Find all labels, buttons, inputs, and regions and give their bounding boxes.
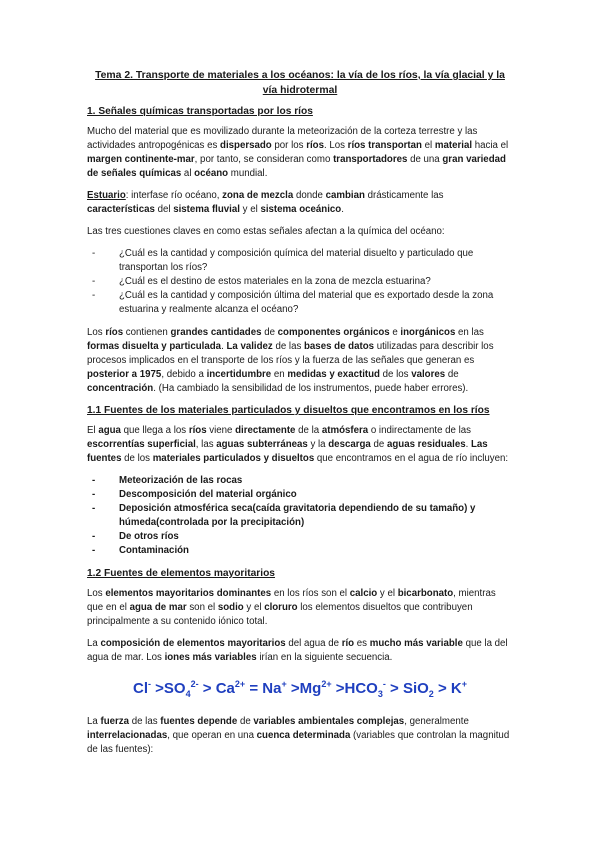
text-run: de — [237, 716, 254, 727]
text-run: + — [281, 679, 287, 689]
text-run: : interfase río océano, — [125, 190, 223, 201]
text-run: de la — [295, 425, 322, 436]
text-run: río — [341, 638, 355, 649]
text-run: irían en la siguiente secuencia. — [256, 652, 393, 663]
text-run: 4 — [185, 689, 191, 699]
text-run: bases de datos — [304, 341, 374, 352]
list-item: - ¿Cuál es la cantidad y composición última del material que es exportado desde la zona estuarina y realmente alcanza el océano? — [87, 289, 513, 317]
text-run: >SO — [150, 680, 186, 697]
text-run: cambian — [325, 190, 365, 201]
text-run: ríos — [188, 425, 207, 436]
list-item: - Deposición atmosférica seca(caída gravitatoria dependiendo de su tamaño) y húmeda(controlada por la precipitación) — [87, 502, 513, 530]
text-run: descarga — [328, 439, 371, 450]
text-run: + — [461, 679, 468, 689]
text-run: hacia el — [472, 140, 509, 151]
text-run: que encontramos en el agua de río incluyen: — [314, 453, 509, 464]
text-run: 2+ — [234, 679, 246, 689]
text-run: zona de mezcla — [222, 190, 294, 201]
text-run: al — [181, 168, 195, 179]
text-run: , debido a — [161, 369, 207, 380]
ion-sequence-formula — [87, 673, 513, 705]
text-run: material — [434, 140, 473, 151]
text-run: = Na — [245, 680, 282, 697]
text-run: es — [354, 638, 370, 649]
text-run: Los — [87, 588, 106, 599]
text-run: mucho más variable — [369, 638, 463, 649]
text-run: La validez — [226, 341, 273, 352]
text-run: formas disuelta y particulada — [87, 341, 222, 352]
text-run: son el — [186, 602, 218, 613]
text-run: utilizadas para describir los procesos implicados en el transporte de los ríos y la fuerza de las señales que generan es — [87, 341, 494, 366]
text-run: bicarbonato — [397, 588, 454, 599]
section-1-2-paragraph-3 — [87, 715, 513, 757]
text-run: viene — [206, 425, 236, 436]
section-1-paragraph-1 — [87, 125, 513, 181]
text-run: y el — [377, 588, 398, 599]
text-run: , por tanto, se consideran como — [194, 154, 334, 165]
text-run: contienen — [123, 327, 171, 338]
text-run: >HCO — [331, 680, 378, 697]
text-run: de los — [379, 369, 412, 380]
text-run: o indirectamente de las — [368, 425, 472, 436]
text-run: componentes orgánicos — [277, 327, 390, 338]
text-run: El — [87, 425, 99, 436]
text-run: agua — [98, 425, 121, 436]
section-1-1-paragraph-1 — [87, 424, 513, 466]
text-run: - — [382, 679, 386, 689]
text-run: - — [147, 679, 151, 689]
section-1-paragraph-3: Las tres cuestiones claves en como estas señales afectan a la química del océano: — [87, 226, 445, 237]
text-run: La — [87, 638, 101, 649]
text-run: de una — [407, 154, 443, 165]
section-1-2-paragraph-2 — [87, 637, 513, 665]
section-1-2-heading: 1.2 Fuentes de elementos mayoritarios — [87, 568, 275, 579]
text-run: composición de elementos mayoritarios — [100, 638, 286, 649]
text-run: océano — [194, 168, 229, 179]
text-run: fuentes — [160, 716, 195, 727]
text-run: escorrentías superficial — [87, 439, 196, 450]
text-run: . — [341, 204, 344, 215]
text-run: gran variedad de señales químicas — [87, 154, 506, 179]
text-run: . — [221, 341, 227, 352]
text-run: el — [421, 140, 435, 151]
text-run: medidas y exactitud — [287, 369, 380, 380]
text-run: donde — [293, 190, 326, 201]
text-run: (variables que controlan la magnitud de las fuentes): — [87, 730, 510, 755]
text-run: 2 — [428, 689, 434, 699]
text-run: de — [370, 439, 387, 450]
text-run: transportadores — [333, 154, 408, 165]
text-run: . (Ha cambiado la sensibilidad de los instrumentos, puede haber errores). — [153, 383, 469, 394]
text-run: atmósfera — [321, 425, 369, 436]
text-run: >Mg — [286, 680, 322, 697]
sources-list — [87, 474, 513, 558]
text-run: aguas subterráneas — [216, 439, 308, 450]
section-1-paragraph-estuario — [87, 189, 513, 217]
text-run: en las — [455, 327, 484, 338]
text-run: agua de mar — [129, 602, 187, 613]
text-run: > Ca — [198, 680, 235, 697]
section-1-2-paragraph-1 — [87, 587, 513, 629]
text-run: de las — [129, 716, 161, 727]
document-title: Tema 2. Transporte de materiales a los océanos: la vía de los ríos, la vía glacial y la vía hidrotermal — [95, 70, 505, 96]
text-run: 3 — [377, 689, 383, 699]
text-run: calcio — [349, 588, 378, 599]
text-run: 2- — [190, 679, 199, 689]
list-item: - Descomposición del material orgánico — [87, 488, 513, 502]
text-run: en — [271, 369, 288, 380]
text-run: drásticamente las — [364, 190, 444, 201]
text-run: del agua de — [285, 638, 342, 649]
text-run: del — [154, 204, 174, 215]
text-run: de — [261, 327, 278, 338]
text-run: de — [445, 369, 459, 380]
text-run: cloruro — [264, 602, 298, 613]
text-run: de las — [272, 341, 304, 352]
text-run: fuerza — [100, 716, 130, 727]
text-run: . — [465, 439, 471, 450]
section-1-paragraph-4 — [87, 326, 513, 396]
text-run: Estuario — [87, 190, 126, 201]
text-run: que llega a los — [120, 425, 189, 436]
text-run: aguas residuales — [386, 439, 466, 450]
text-run: por los — [271, 140, 307, 151]
text-run: sistema oceánico — [260, 204, 342, 215]
text-run: y el — [239, 204, 261, 215]
text-run: depende — [197, 716, 238, 727]
text-run: ríos — [105, 327, 124, 338]
list-item: - De otros ríos — [87, 530, 513, 544]
text-run: iones más variables — [164, 652, 257, 663]
text-run: variables ambientales complejas — [253, 716, 405, 727]
text-run: posterior a 1975 — [87, 369, 162, 380]
text-run: 2+ — [321, 679, 332, 689]
text-run: dispersado — [220, 140, 272, 151]
text-run: que la del agua de mar. Los — [87, 638, 508, 663]
text-run: mundial. — [228, 168, 268, 179]
text-run: Cl — [132, 680, 148, 697]
text-run: de los — [121, 453, 153, 464]
section-1-1-heading: 1.1 Fuentes de los materiales particulados y disueltos que encontramos en los ríos — [87, 405, 490, 416]
text-run: > K — [433, 680, 462, 697]
text-run: y la — [307, 439, 329, 450]
text-run: características — [87, 204, 155, 215]
text-run: , las — [195, 439, 217, 450]
text-run: los elementos disueltos que contribuyen principalmente a su contenido iónico total. — [87, 602, 473, 627]
text-run: , mientras que en el — [87, 588, 496, 613]
text-run: interrelacionadas — [87, 730, 168, 741]
list-item: - Contaminación — [87, 544, 513, 558]
text-run: elementos mayoritarios dominantes — [105, 588, 272, 599]
text-run: concentración — [87, 383, 154, 394]
text-run: sistema fluvial — [173, 204, 240, 215]
text-run: y el — [243, 602, 265, 613]
text-run: Mucho del material que es movilizado durante la meteorización de la corteza terrestre y las actividades antropogénicas es — [87, 126, 478, 151]
text-run: grandes cantidades — [170, 327, 262, 338]
list-item: - ¿Cuál es el destino de estos materiales en la zona de mezcla estuarina? — [87, 275, 513, 289]
questions-list — [87, 247, 513, 317]
text-run: margen continente-mar — [87, 154, 195, 165]
text-run: ríos — [306, 140, 324, 151]
text-run: , que operan en una — [167, 730, 257, 741]
section-1-heading: 1. Señales químicas transportadas por los ríos — [87, 106, 313, 117]
list-item: - ¿Cuál es la cantidad y composición química del material disuelto y particulado que transportan los ríos? — [87, 247, 513, 275]
text-run: cuenca determinada — [256, 730, 351, 741]
text-run: Las fuentes — [87, 439, 488, 464]
text-run: . Los — [323, 140, 348, 151]
text-run: en los ríos son el — [271, 588, 350, 599]
text-run: ríos transportan — [347, 140, 422, 151]
text-run: sodio — [217, 602, 244, 613]
text-run: directamente — [235, 425, 296, 436]
text-run: valores — [411, 369, 446, 380]
text-run: materiales particulados y disueltos — [152, 453, 315, 464]
text-run: Los — [87, 327, 106, 338]
text-run: incertidumbre — [206, 369, 272, 380]
text-run: inorgánicos — [400, 327, 456, 338]
list-item: - Meteorización de las rocas — [87, 474, 513, 488]
text-run: , generalmente — [404, 716, 469, 727]
text-run: e — [389, 327, 401, 338]
text-run: > SiO — [385, 680, 429, 697]
text-run: La — [87, 716, 101, 727]
